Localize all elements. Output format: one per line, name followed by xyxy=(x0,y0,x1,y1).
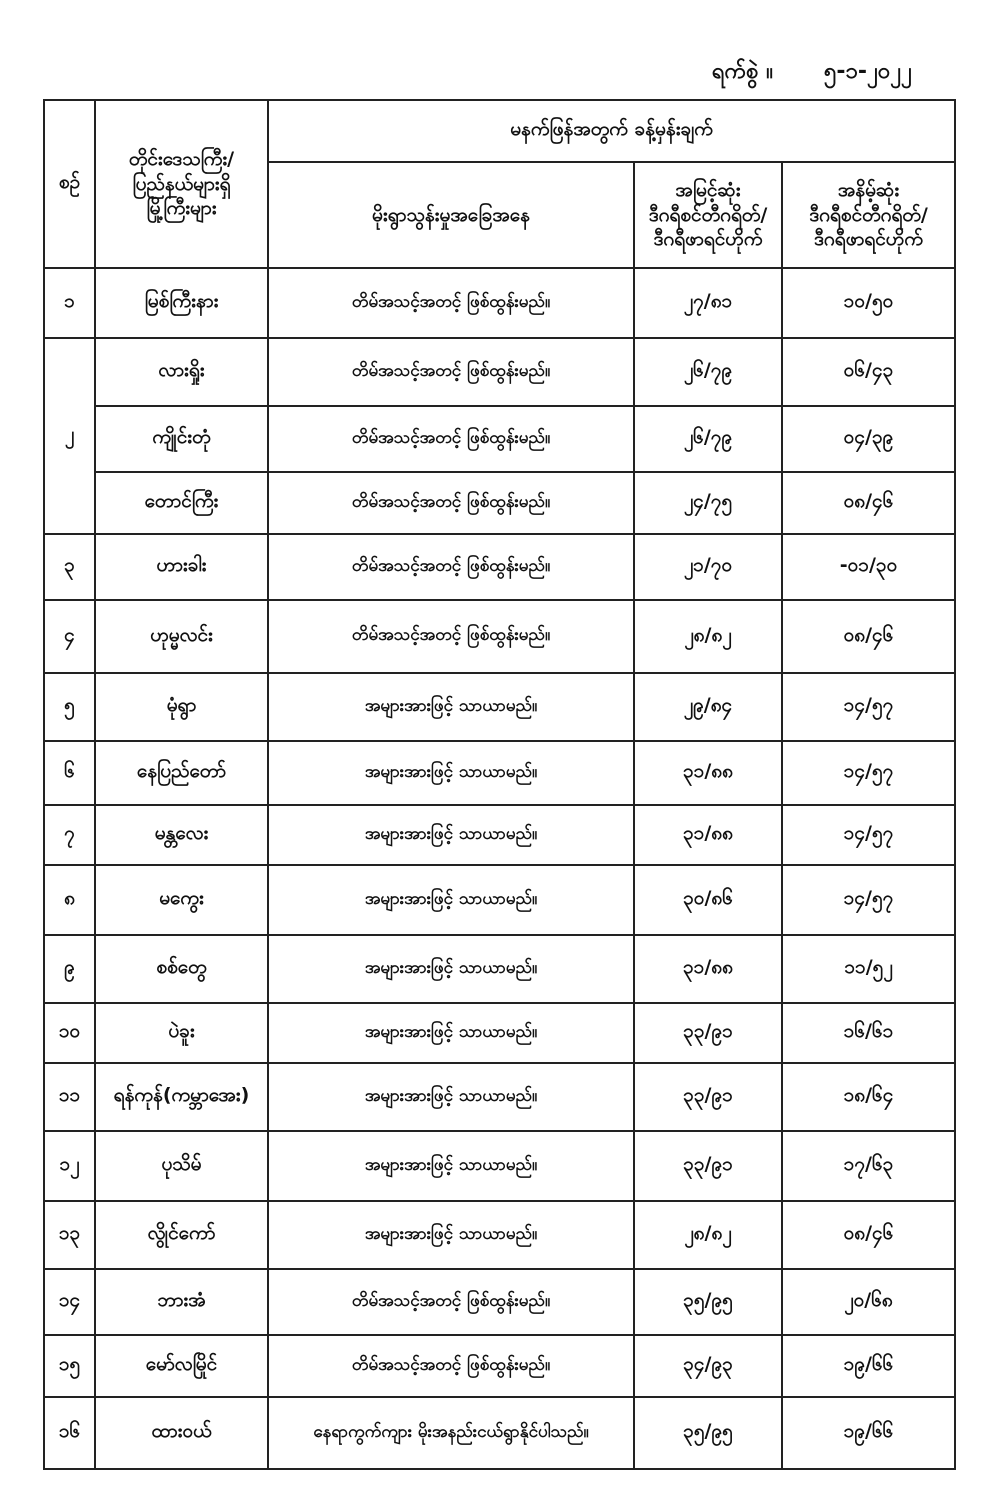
row-min-temp: ၁၇/၆၃ xyxy=(782,1131,955,1201)
date-value: ၅-၁-၂၀၂၂ xyxy=(824,59,912,84)
row-max-temp: ၂၄/၇၅ xyxy=(634,472,782,534)
row-condition: အများအားဖြင့် သာယာမည်။ xyxy=(268,805,634,865)
table-row xyxy=(44,534,955,600)
row-serial: ၁၂ xyxy=(44,1131,95,1201)
row-serial: ၅ xyxy=(44,673,95,741)
forecast-group-header: မနက်ဖြန်အတွက် ခန့်မှန်းချက် xyxy=(268,100,955,162)
row-city: တောင်ကြီး xyxy=(95,472,268,534)
table-row xyxy=(44,1063,955,1131)
row-condition: အများအားဖြင့် သာယာမည်။ xyxy=(268,935,634,1003)
col-max-line-1: အမြင့်ဆုံး xyxy=(675,178,741,201)
row-condition: အများအားဖြင့် သာယာမည်။ xyxy=(268,865,634,935)
row-max-temp: ၂၈/၈၂ xyxy=(634,600,782,673)
row-serial: ၁၄ xyxy=(44,1269,95,1335)
col-min-header xyxy=(782,162,955,268)
table-row xyxy=(44,600,955,673)
row-min-temp: ၁၉/၆၆ xyxy=(782,1397,955,1469)
table-row xyxy=(44,805,955,865)
table-row xyxy=(44,673,955,741)
row-city: မန္တလေး xyxy=(95,805,268,865)
row-max-temp: ၃၁/၈၈ xyxy=(634,935,782,1003)
row-max-temp: ၃၁/၈၈ xyxy=(634,805,782,865)
table-row xyxy=(44,338,955,406)
row-serial: ၃ xyxy=(44,534,95,600)
row-max-temp: ၂၆/၇၉ xyxy=(634,406,782,472)
row-city: ပုသိမ် xyxy=(95,1131,268,1201)
row-condition: အများအားဖြင့် သာယာမည်။ xyxy=(268,1201,634,1269)
col-city-line-3: မြို့ကြီးများ xyxy=(146,197,217,220)
col-max-line-2: ဒီဂရီစင်တီဂရိတ်/ xyxy=(648,203,768,226)
row-max-temp: ၂၉/၈၄ xyxy=(634,673,782,741)
header-row-1 xyxy=(44,100,955,162)
row-city: ထားဝယ် xyxy=(95,1397,268,1469)
col-serial-header: စဉ် xyxy=(44,100,95,268)
row-serial: ၈ xyxy=(44,865,95,935)
table-row xyxy=(44,406,955,472)
row-condition: အများအားဖြင့် သာယာမည်။ xyxy=(268,1003,634,1063)
row-city: ဘားအံ xyxy=(95,1269,268,1335)
row-max-temp: ၃၅/၉၅ xyxy=(634,1397,782,1469)
row-max-temp: ၂၈/၈၂ xyxy=(634,1201,782,1269)
row-city: ကျိုင်းတုံ xyxy=(95,406,268,472)
col-min-line-2: ဒီဂရီစင်တီဂရိတ်/ xyxy=(809,203,928,226)
row-min-temp: ၁၄/၅၇ xyxy=(782,741,955,805)
row-serial: ၁၆ xyxy=(44,1397,95,1469)
row-serial: ၇ xyxy=(44,805,95,865)
col-condition-header: မိုးရွာသွန်းမှုအခြေအနေ xyxy=(268,162,634,268)
col-min-line-3: ဒီဂရီဖာရင်ဟိုက် xyxy=(814,228,923,251)
row-serial: ၁၀ xyxy=(44,1003,95,1063)
row-min-temp: ၀၈/၄၆ xyxy=(782,1201,955,1269)
table-row xyxy=(44,268,955,338)
row-condition: အများအားဖြင့် သာယာမည်။ xyxy=(268,1131,634,1201)
row-condition: တိမ်အသင့်အတင့် ဖြစ်ထွန်းမည်။ xyxy=(268,1335,634,1397)
row-min-temp: ၁၉/၆၆ xyxy=(782,1335,955,1397)
table-row xyxy=(44,865,955,935)
row-condition: တိမ်အသင့်အတင့် ဖြစ်ထွန်းမည်။ xyxy=(268,600,634,673)
row-city: မော်လမြိုင် xyxy=(95,1335,268,1397)
row-city: လားရှိုး xyxy=(95,338,268,406)
row-city: မကွေး xyxy=(95,865,268,935)
row-max-temp: ၂၆/၇၉ xyxy=(634,338,782,406)
row-min-temp: ၀၆/၄၃ xyxy=(782,338,955,406)
row-min-temp: ၁၄/၅၇ xyxy=(782,673,955,741)
col-city-line-1: တိုင်းဒေသကြီး/ xyxy=(128,147,235,170)
forecast-table xyxy=(43,99,956,1470)
row-min-temp: ၁၄/၅၇ xyxy=(782,865,955,935)
row-min-temp: ၀၈/၄၆ xyxy=(782,600,955,673)
row-serial: ၁၅ xyxy=(44,1335,95,1397)
row-city: စစ်တွေ xyxy=(95,935,268,1003)
col-city-header xyxy=(95,100,268,268)
row-min-temp: ၀၄/၃၉ xyxy=(782,406,955,472)
row-max-temp: ၃၁/၈၈ xyxy=(634,741,782,805)
table-row xyxy=(44,1201,955,1269)
row-max-temp: ၃၃/၉၁ xyxy=(634,1063,782,1131)
row-condition: တိမ်အသင့်အတင့် ဖြစ်ထွန်းမည်။ xyxy=(268,406,634,472)
row-serial: ၁ xyxy=(44,268,95,338)
row-city: နေပြည်တော် xyxy=(95,741,268,805)
row-serial: ၂ xyxy=(44,338,95,534)
row-city: ရန်ကုန်(ကမ္ဘာအေး) xyxy=(95,1063,268,1131)
row-max-temp: ၃၃/၉၁ xyxy=(634,1003,782,1063)
row-city: လွိုင်ကော် xyxy=(95,1201,268,1269)
row-min-temp: ၂၀/၆၈ xyxy=(782,1269,955,1335)
row-min-temp: ၁၀/၅၀ xyxy=(782,268,955,338)
row-condition: အများအားဖြင့် သာယာမည်။ xyxy=(268,1063,634,1131)
table-row xyxy=(44,1397,955,1469)
row-min-temp: ၁၈/၆၄ xyxy=(782,1063,955,1131)
row-serial: ၉ xyxy=(44,935,95,1003)
table-row xyxy=(44,1003,955,1063)
row-min-temp: -၀၁/၃၀ xyxy=(782,534,955,600)
row-city: မုံရွာ xyxy=(95,673,268,741)
row-serial: ၆ xyxy=(44,741,95,805)
row-condition: တိမ်အသင့်အတင့် ဖြစ်ထွန်းမည်။ xyxy=(268,1269,634,1335)
row-max-temp: ၃၃/၉၁ xyxy=(634,1131,782,1201)
row-condition: တိမ်အသင့်အတင့် ဖြစ်ထွန်းမည်။ xyxy=(268,472,634,534)
col-max-header xyxy=(634,162,782,268)
row-condition: တိမ်အသင့်အတင့် ဖြစ်ထွန်းမည်။ xyxy=(268,268,634,338)
col-max-line-3: ဒီဂရီဖာရင်ဟိုက် xyxy=(653,228,763,251)
row-condition: နေရာကွက်ကျား မိုးအနည်းငယ်ရွာနိုင်ပါသည်။ xyxy=(268,1397,634,1469)
col-min-line-1: အနိမ့်ဆုံး xyxy=(837,178,900,201)
row-serial: ၁၁ xyxy=(44,1063,95,1131)
table-row xyxy=(44,472,955,534)
table-row xyxy=(44,741,955,805)
row-min-temp: ၀၈/၄၆ xyxy=(782,472,955,534)
row-min-temp: ၁၄/၅၇ xyxy=(782,805,955,865)
table-row xyxy=(44,935,955,1003)
row-min-temp: ၁၆/၆၁ xyxy=(782,1003,955,1063)
date-line xyxy=(600,52,920,88)
row-max-temp: ၃၅/၉၅ xyxy=(634,1269,782,1335)
row-serial: ၁၃ xyxy=(44,1201,95,1269)
table-row xyxy=(44,1131,955,1201)
row-condition: တိမ်အသင့်အတင့် ဖြစ်ထွန်းမည်။ xyxy=(268,534,634,600)
row-condition: အများအားဖြင့် သာယာမည်။ xyxy=(268,741,634,805)
row-condition: အများအားဖြင့် သာယာမည်။ xyxy=(268,673,634,741)
row-condition: တိမ်အသင့်အတင့် ဖြစ်ထွန်းမည်။ xyxy=(268,338,634,406)
row-min-temp: ၁၁/၅၂ xyxy=(782,935,955,1003)
row-city: ပဲခူး xyxy=(95,1003,268,1063)
table-row xyxy=(44,1335,955,1397)
table-row xyxy=(44,1269,955,1335)
col-city-line-2: ပြည်နယ်များရှိ xyxy=(132,172,231,195)
row-city: ဟုမ္မလင်း xyxy=(95,600,268,673)
row-max-temp: ၂၁/၇၀ xyxy=(634,534,782,600)
row-city: ဟားခါး xyxy=(95,534,268,600)
row-max-temp: ၃၀/၈၆ xyxy=(634,865,782,935)
row-max-temp: ၂၇/၈၁ xyxy=(634,268,782,338)
row-serial: ၄ xyxy=(44,600,95,673)
row-max-temp: ၃၄/၉၃ xyxy=(634,1335,782,1397)
date-label: ရက်စွဲ ။ xyxy=(712,59,773,84)
row-city: မြစ်ကြီးနား xyxy=(95,268,268,338)
